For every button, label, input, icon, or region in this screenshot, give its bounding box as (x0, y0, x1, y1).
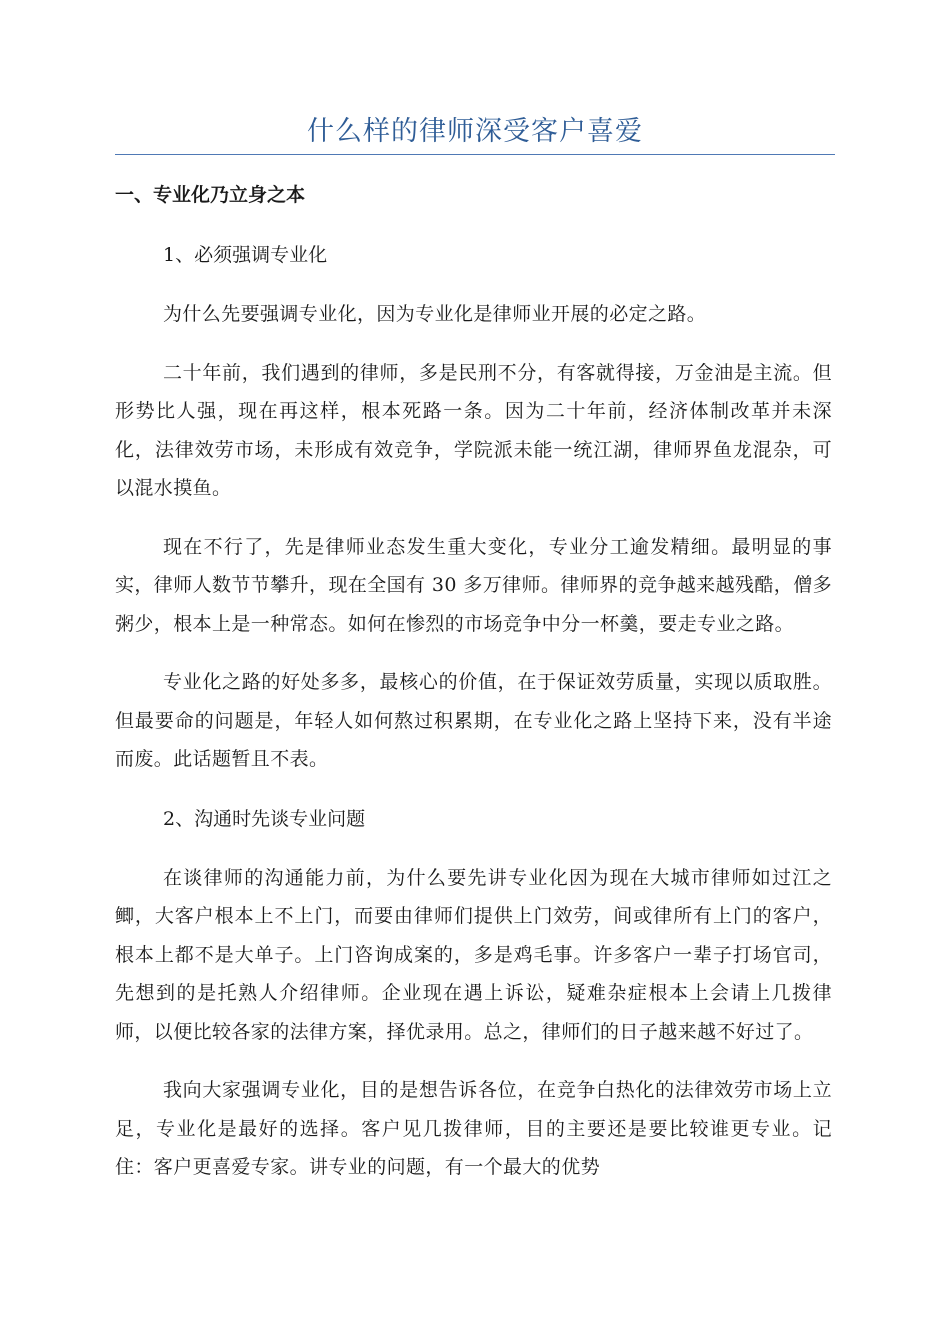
title-underline (115, 154, 835, 155)
paragraph: 专业化之路的好处多多，最核心的价值，在于保证效劳质量，实现以质取胜。但最要命的问题是，年轻人如何熬过积累期，在专业化之路上坚持下来，没有半途而废。此话题暂且不表。 (115, 671, 832, 770)
document-body (115, 175, 832, 1207)
paragraph: 现在不行了，先是律师业态发生重大变化，专业分工逾发精细。最明显的事实，律师人数节节攀升，现在全国有 30 多万律师。律师界的竞争越来越残酷，僧多粥少，根本上是一种常态。如何在惨烈的市场竞争中分一杯羹，要走专业之路。 (115, 535, 832, 635)
paragraph: 二十年前，我们遇到的律师，多是民刑不分，有客就得接，万金油是主流。但形势比人强，现在再这样，根本死路一条。因为二十年前，经济体制改革并未深化，法律效劳市场，未形成有效竞争，学院派未能一统江湖，律师界鱼龙混杂，可以混水摸鱼。 (115, 361, 832, 499)
section-heading: 一、专业化乃立身之本 (115, 184, 306, 206)
sub-heading-2: 2、沟通时先谈专业问题 (163, 807, 366, 830)
document-title: 什么样的律师深受客户喜爱 (307, 116, 643, 147)
paragraph: 我向大家强调专业化，目的是想告诉各位，在竞争白热化的法律效劳市场上立足，专业化是最好的选择。客户见几拨律师，目的主要还是要比较谁更专业。记住：客户更喜爱专家。讲专业的问题，有一个最大的优势 (115, 1079, 832, 1178)
paragraph: 在谈律师的沟通能力前，为什么要先讲专业化因为现在大城市律师如过江之鲫，大客户根本上不上门，而要由律师们提供上门效劳，间或律所有上门的客户，根本上都不是大单子。上门咨询成案的，多是鸡毛事。许多客户一辈子打场官司，先想到的是托熟人介绍律师。企业现在遇上诉讼，疑难杂症根本上会请上几拨律师，以便比较各家的法律方案，择优录用。总之，律师们的日子越来越不好过了。 (115, 866, 832, 1043)
sub-heading-1: 1、必须强调专业化 (163, 244, 328, 266)
paragraph: 为什么先要强调专业化，因为专业化是律师业开展的必定之路。 (163, 303, 707, 325)
